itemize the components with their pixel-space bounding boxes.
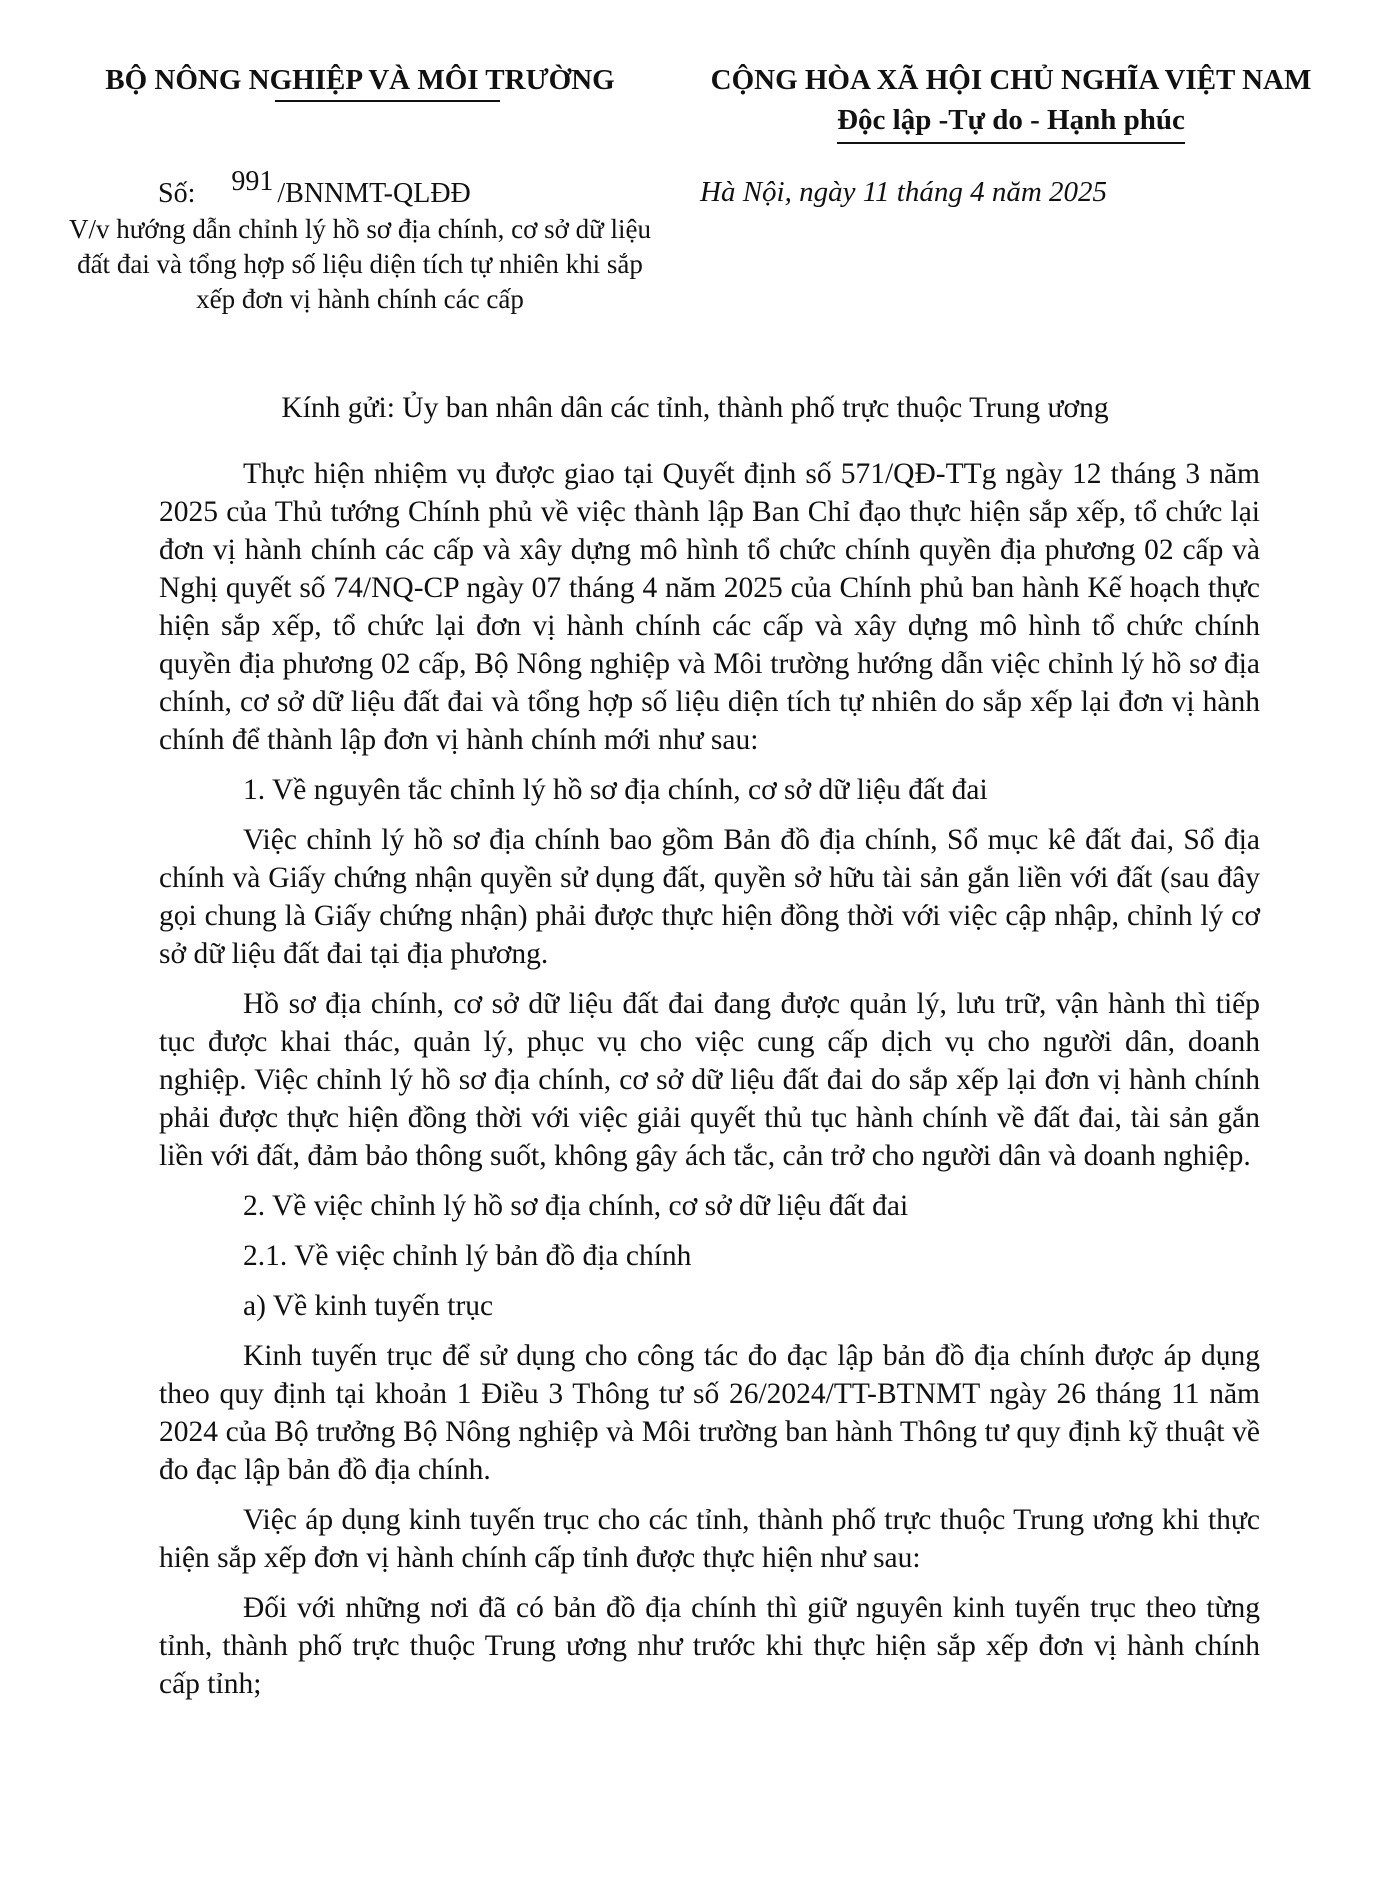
- letter-body: [159, 455, 1260, 1715]
- document-number-value: 991: [231, 166, 274, 197]
- recipient-line: Kính gửi: Ủy ban nhân dân các tỉnh, thành phố trực thuộc Trung ương: [281, 392, 1109, 424]
- ministry-name-text: BỘ NÔNG NGHIỆP VÀ MÔI TRƯỜNG: [105, 64, 615, 96]
- body-paragraph: Việc áp dụng kinh tuyến trục cho các tỉnh, thành phố trực thuộc Trung ương khi thực hiện sắp xếp đơn vị hành chính cấp tỉnh được thực hiện như sau:: [159, 1504, 1260, 1574]
- section-heading: 1. Về nguyên tắc chỉnh lý hồ sơ địa chính, cơ sở dữ liệu đất đai: [243, 774, 988, 806]
- body-paragraph: Đối với những nơi đã có bản đồ địa chính thì giữ nguyên kinh tuyến trục theo từng tỉnh, thành phố trực thuộc Trung ương như trước khi thực hiện sắp xếp đơn vị hành chính cấp tỉnh;: [159, 1592, 1260, 1700]
- body-paragraph: Thực hiện nhiệm vụ được giao tại Quyết định số 571/QĐ-TTg ngày 12 tháng 3 năm 2025 của Thủ tướng Chính phủ về việc thành lập Ban Chỉ đạo thực hiện sắp xếp, tổ chức lại đơn vị hành chính các cấp và xây dựng mô hình tổ chức chính quyền địa phương 02 cấp và Nghị quyết số 74/NQ-CP ngày 07 tháng 4 năm 2025 của Chính phủ ban hành Kế hoạch thực hiện sắp xếp, tổ chức lại đơn vị hành chính các cấp và xây dựng mô hình tổ chức chính quyền địa phương 02 cấp, Bộ Nông nghiệp và Môi trường hướng dẫn việc chỉnh lý hồ sơ địa chính, cơ sở dữ liệu đất đai và tổng hợp số liệu diện tích tự nhiên do sắp xếp lại đơn vị hành chính để thành lập đơn vị hành chính mới như sau:: [159, 458, 1260, 756]
- section-heading: 2. Về việc chỉnh lý hồ sơ địa chính, cơ sở dữ liệu đất đai: [243, 1190, 909, 1222]
- document-number: [158, 166, 471, 210]
- national-motto: Độc lập -Tự do - Hạnh phúc: [837, 100, 1185, 144]
- ministry-name: [105, 60, 614, 100]
- national-heading-block: [648, 60, 1374, 144]
- document-number-label: Số:: [158, 178, 196, 209]
- ministry-underline: [275, 100, 500, 102]
- body-paragraph: Kinh tuyến trục để sử dụng cho công tác đo đạc lập bản đồ địa chính được áp dụng theo quy định tại khoản 1 Điều 3 Thông tư số 26/2024/TT-BTNMT ngày 26 tháng 11 năm 2024 của Bộ trưởng Bộ Nông nghiệp và Môi trường ban hành Thông tư quy định kỹ thuật về đo đạc lập bản đồ địa chính.: [159, 1340, 1260, 1486]
- document-subject: V/v hướng dẫn chỉnh lý hồ sơ địa chính, cơ sở dữ liệu đất đai và tổng hợp số liệu diện tích tự nhiên khi sắp xếp đơn vị hành chính các cấp: [68, 214, 652, 314]
- body-paragraph: Việc chỉnh lý hồ sơ địa chính bao gồm Bản đồ địa chính, Sổ mục kê đất đai, Sổ địa chính và Giấy chứng nhận quyền sử dụng đất, quyền sở hữu tài sản gắn liền với đất (sau đây gọi chung là Giấy chứng nhận) phải được thực hiện đồng thời với việc cập nhập, chỉnh lý cơ sở dữ liệu đất đai tại địa phương.: [159, 824, 1260, 970]
- country-name: CỘNG HÒA XÃ HỘI CHỦ NGHĨA VIỆT NAM: [710, 64, 1312, 96]
- item-heading: a) Về kinh tuyến trục: [243, 1290, 494, 1322]
- place-and-date: Hà Nội, ngày 11 tháng 4 năm 2025: [700, 176, 1108, 208]
- issuing-authority-block: [60, 60, 660, 100]
- document-number-suffix: /BNNMT-QLĐĐ: [277, 178, 471, 209]
- body-paragraph: Hồ sơ địa chính, cơ sở dữ liệu đất đai đang được quản lý, lưu trữ, vận hành thì tiếp tục được khai thác, quản lý, phục vụ cho việc cung cấp dịch vụ cho người dân, doanh nghiệp. Việc chỉnh lý hồ sơ địa chính, cơ sở dữ liệu đất đai do sắp xếp lại đơn vị hành chính phải được thực hiện đồng thời với việc giải quyết thủ tục hành chính về đất đai, tài sản gắn liền với đất, đảm bảo thông suốt, không gây ách tắc, cản trở cho người dân và doanh nghiệp.: [159, 988, 1260, 1172]
- subsection-heading: 2.1. Về việc chỉnh lý bản đồ địa chính: [243, 1240, 692, 1272]
